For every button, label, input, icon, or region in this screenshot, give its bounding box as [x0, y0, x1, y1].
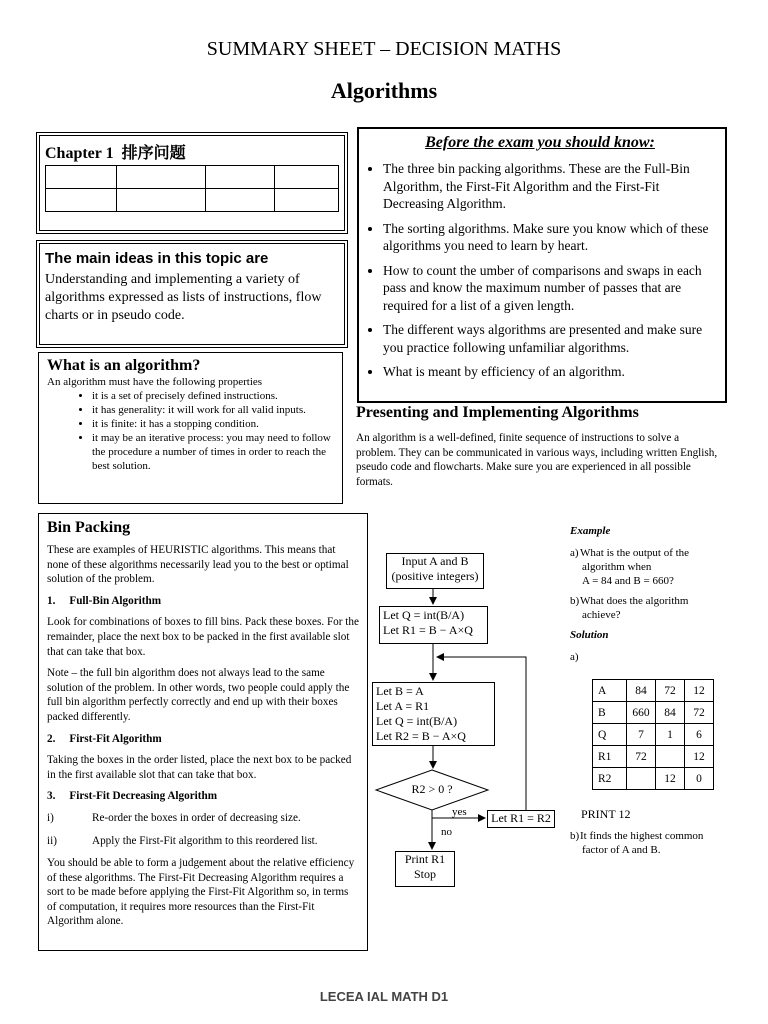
- flowchart-text: Stop: [413, 867, 436, 881]
- ffd-step-text: Apply the First-Fit algorithm to this reordered list.: [92, 834, 318, 847]
- flowchart-output-box: [395, 851, 455, 887]
- table-row: [593, 746, 714, 768]
- first-fit-heading: 2. First-Fit Algorithm: [47, 732, 162, 745]
- flowchart-text: Let Q = int(B/A): [376, 714, 458, 728]
- ffd-heading: 3. First-Fit Decreasing Algorithm: [47, 790, 218, 803]
- ffd-step-num: ii): [47, 834, 57, 847]
- table-cell: 72: [656, 680, 685, 702]
- property-item: • it may be an iterative process: you may need to follow the procedure a number of times in order to reach the best solution.: [92, 431, 334, 473]
- table-cell: [627, 768, 656, 790]
- property-item: • it is a set of precisely defined instructions.: [92, 389, 334, 403]
- question-label: a): [570, 547, 579, 559]
- flowchart-text: Let A = R1: [376, 699, 430, 713]
- question-text: What does the algorithm: [580, 595, 689, 607]
- footer-label: LECEA IAL MATH D1: [319, 989, 449, 1004]
- table-cell: 84: [656, 702, 685, 724]
- exam-item: • How to count the umber of comparisons and swaps in each pass and know the maximum number of passes that are required for a list of a given length.: [383, 262, 715, 315]
- page-title: Algorithms: [330, 78, 438, 103]
- question-text: achieve?: [582, 609, 621, 621]
- table-cell: R1: [593, 746, 627, 768]
- exam-item: • The different ways algorithms are presented and make sure you practice following unfamiliar algorithms.: [383, 321, 715, 356]
- bin-packing-intro: These are examples of HEURISTIC algorithms. This means that none of these algorithms necessarily lead you to the best or optimal solution of the problem.: [47, 544, 349, 586]
- flowchart-text: Let B = A: [376, 684, 424, 698]
- table-cell: 84: [627, 680, 656, 702]
- bin-packing-heading: Bin Packing: [47, 519, 131, 536]
- main-ideas-text: Understanding and implementing a variety of algorithms expressed as lists of instructions, flow charts or in pseudo code.: [45, 272, 322, 323]
- flowchart-text: Input A and B: [401, 554, 469, 568]
- table-cell: 12: [685, 680, 714, 702]
- example-question-b: [570, 594, 750, 622]
- table-cell: 72: [627, 746, 656, 768]
- flowchart-step2-box: [372, 682, 495, 746]
- before-exam-heading: Before the exam you should know:: [425, 134, 655, 151]
- main-ideas-heading: The main ideas in this topic are: [45, 250, 269, 267]
- table-row: [593, 702, 714, 724]
- table-row: [593, 768, 714, 790]
- what-is-intro: An algorithm must have the following properties: [47, 376, 263, 388]
- table-cell: Q: [593, 724, 627, 746]
- presenting-heading: Presenting and Implementing Algorithms: [356, 404, 639, 421]
- exam-item: • The sorting algorithms. Make sure you know which of these algorithms you need to learn by heart.: [383, 220, 715, 255]
- decision-label: R2 > 0 ?: [411, 782, 453, 796]
- flowchart-text: Let Q = int(B/A): [383, 608, 465, 622]
- flowchart-text: Print R1: [404, 852, 446, 866]
- exam-item: • The three bin packing algorithms. These are the Full-Bin Algorithm, the First-Fit Algorithm and the First-Fit Decreasing Algorithm.: [383, 160, 715, 213]
- flowchart-text: Let R2 = B − A×Q: [376, 729, 466, 743]
- table-cell: 0: [685, 768, 714, 790]
- property-item: • it is finite: it has a stopping condition.: [92, 417, 334, 431]
- table-cell: R2: [593, 768, 627, 790]
- answer-text: factor of A and B.: [582, 844, 661, 856]
- question-text: A = 84 and B = 660?: [582, 575, 674, 587]
- table-row: [593, 680, 714, 702]
- presenting-text: An algorithm is a well-defined, finite sequence of instructions to solve a problem. They can be communicated in various ways, including written English, pseudo code and flowcharts. Make sure you are experienced in all possible formats.: [356, 432, 718, 488]
- flowchart-update-box: Let R1 = R2: [487, 810, 555, 828]
- example-heading: Example: [570, 525, 611, 537]
- chapter-label: Chapter 1: [45, 145, 114, 162]
- example-question-a: [570, 546, 750, 588]
- ffd-step-text: Re-order the boxes in order of decreasing size.: [92, 811, 301, 824]
- question-label: b): [570, 595, 580, 607]
- table-cell: 7: [627, 724, 656, 746]
- solution-table: [592, 679, 714, 790]
- answer-b: [570, 829, 760, 857]
- flowchart-text: (positive integers): [391, 569, 479, 583]
- chapter-chinese: 排序问题: [121, 143, 186, 162]
- full-bin-text: Look for combinations of boxes to fill bins. Pack these boxes. For the remainder, place the next box to be packed in the first available slot that can take that box.: [47, 616, 359, 658]
- flowchart-step1-box: [379, 606, 488, 644]
- no-label: no: [441, 826, 452, 838]
- flowchart-text: Let R1 = B − A×Q: [383, 623, 473, 637]
- flowchart-input-box: [386, 553, 484, 589]
- property-item: • it has generality: it will work for all valid inputs.: [92, 403, 334, 417]
- page-header-title: SUMMARY SHEET – DECISION MATHS: [206, 38, 562, 60]
- yes-label: yes: [452, 806, 467, 818]
- table-cell: 72: [685, 702, 714, 724]
- table-cell: 1: [656, 724, 685, 746]
- example-section: [570, 524, 750, 664]
- table-row: [593, 724, 714, 746]
- table-cell: B: [593, 702, 627, 724]
- question-text: What is the output of the: [580, 547, 690, 559]
- table-cell: A: [593, 680, 627, 702]
- answer-label: b): [570, 830, 580, 842]
- print-output: PRINT 12: [581, 807, 631, 821]
- answer-text: It finds the highest common: [580, 830, 704, 842]
- ffd-step-num: i): [47, 811, 54, 824]
- bin-packing-conclusion: You should be able to form a judgement about the relative efficiency of these algorithms. The First-Fit Decreasing Algorithm requires a sort to be made before applying the First-Fit Algorithm so, in terms of computation, it requires more resources than the First-Fit Algorithm alone.: [47, 857, 355, 928]
- table-cell: 660: [627, 702, 656, 724]
- table-cell: 12: [685, 746, 714, 768]
- solution-heading: Solution: [570, 629, 609, 641]
- full-bin-note: Note – the full bin algorithm does not always lead to the same solution of the problem. In other words, two people could apply the full bin algorithm perfectly correctly and end up with their boxes packed differently.: [47, 667, 350, 723]
- what-is-heading: What is an algorithm?: [47, 357, 201, 374]
- question-text: algorithm when: [582, 561, 652, 573]
- full-bin-heading: 1. Full-Bin Algorithm: [47, 594, 162, 607]
- table-cell: 6: [685, 724, 714, 746]
- table-cell: [656, 746, 685, 768]
- exam-item: • What is meant by efficiency of an algorithm.: [383, 363, 715, 381]
- first-fit-text: Taking the boxes in the order listed, place the next box to be packed in the first available slot that can take that box.: [47, 754, 352, 781]
- table-cell: 12: [656, 768, 685, 790]
- solution-a-label: a): [570, 651, 579, 663]
